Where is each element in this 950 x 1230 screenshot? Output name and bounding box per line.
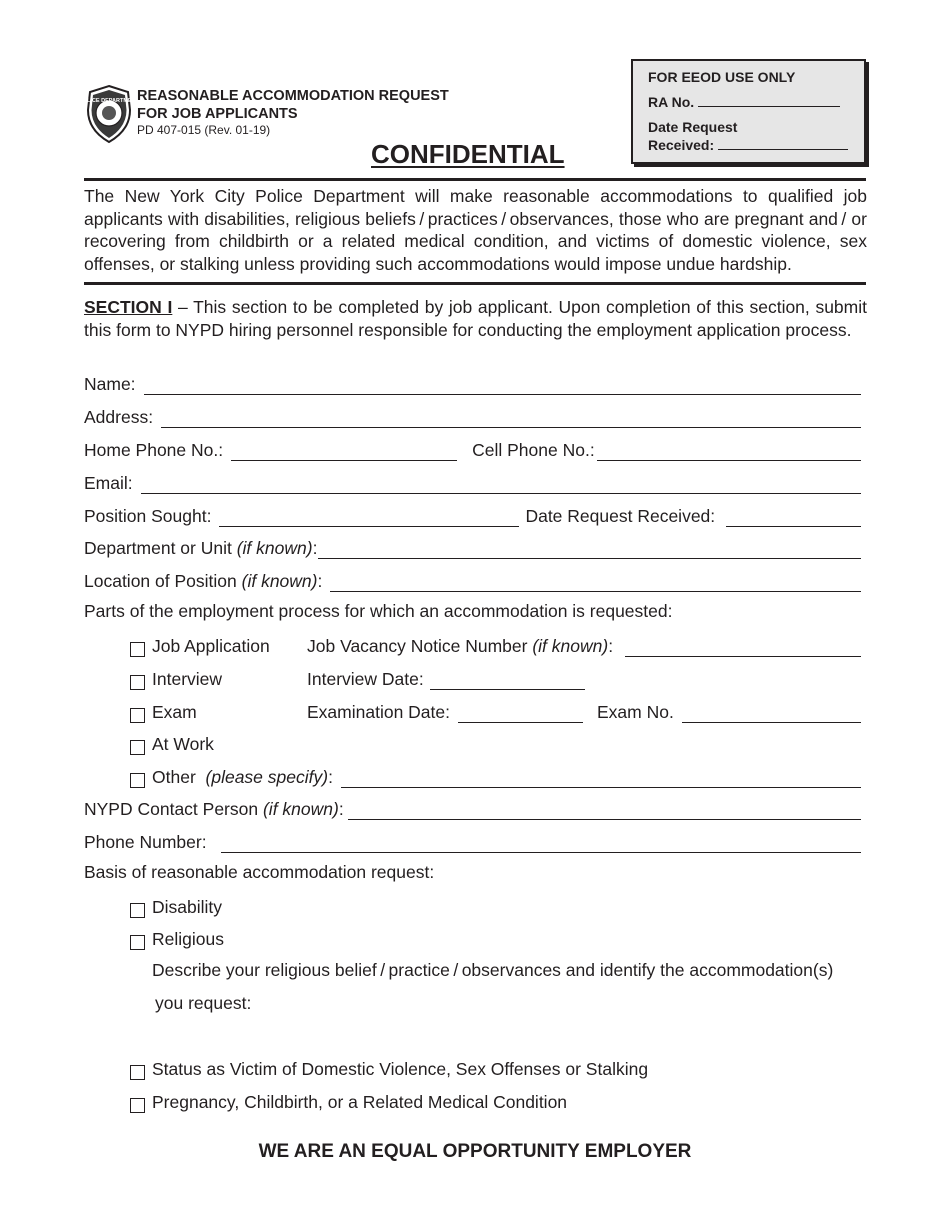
name-label: Name:: [84, 374, 136, 394]
form-title-line2: FOR JOB APPLICANTS: [137, 106, 298, 122]
religious-checkbox[interactable]: [130, 935, 145, 950]
position-row: [84, 501, 861, 527]
interview-label: Interview: [152, 669, 223, 689]
exam-no-label: Exam No.: [597, 702, 674, 722]
nypd-badge-logo: [79, 84, 139, 144]
pregnancy-label: Pregnancy, Childbirth, or a Related Medical Condition: [152, 1092, 568, 1112]
eeod-ra-no-label: RA No.: [648, 94, 695, 110]
location-field[interactable]: [330, 572, 861, 592]
contact-phone-row: [84, 827, 861, 853]
at-work-checkbox[interactable]: [130, 740, 145, 755]
at-work-label: At Work: [152, 734, 214, 754]
other-field[interactable]: [341, 768, 861, 788]
address-row: [84, 402, 861, 428]
interview-checkbox[interactable]: [130, 675, 145, 690]
cell-phone-field[interactable]: [597, 441, 861, 461]
section-one-text: – This section to be completed by job applicant. Upon completion of this section, submit this form to NYPD hiring personnel responsible for conducting the employment application process.: [84, 297, 867, 340]
eeod-date-line1: Date Request: [648, 119, 738, 135]
victim-checkbox[interactable]: [130, 1065, 145, 1080]
phone-row: [84, 435, 861, 461]
victim-label: Status as Victim of Domestic Violence, Sex Offenses or Stalking: [152, 1059, 649, 1079]
contact-person-field[interactable]: [348, 800, 861, 820]
eeod-date-label: Received:: [648, 137, 715, 153]
department-row: [84, 533, 861, 559]
email-label: Email:: [84, 473, 133, 493]
job-application-checkbox[interactable]: [130, 642, 145, 657]
department-colon: :: [312, 538, 318, 558]
form-number: PD 407-015 (Rev. 01-19): [137, 123, 271, 137]
intro-paragraph: The New York City Police Department will make reasonable accommodations to qualified job applicants with disabilities, religious beliefs / practices / observances, those who are pregnant and / or recovering from childbirth or a related medical condition, and victims of domestic violence, sex offenses, or stalking unless providing such accommodations would impose undue hardship.: [84, 186, 867, 274]
exam-date-field[interactable]: [458, 703, 583, 723]
exam-checkbox[interactable]: [130, 708, 145, 723]
disability-label: Disability: [152, 897, 223, 917]
form-title-line1: REASONABLE ACCOMMODATION REQUEST: [137, 88, 449, 104]
location-colon: :: [317, 571, 323, 591]
department-if-known: (if known): [236, 538, 313, 558]
religious-row: [130, 924, 224, 950]
location-if-known: (if known): [241, 571, 318, 591]
eeod-date-received: [648, 136, 864, 154]
job-application-label: Job Application: [152, 636, 270, 656]
religious-describe-line2: you request:: [155, 993, 252, 1013]
basis-prompt: Basis of reasonable accommodation request:: [84, 862, 435, 882]
interview-row: [130, 664, 861, 690]
other-checkbox[interactable]: [130, 773, 145, 788]
contact-row: [84, 794, 861, 820]
location-label: Location of Position: [84, 571, 237, 591]
vacancy-notice-field[interactable]: [625, 637, 861, 657]
badge-text: POLICE DEPARTMENT: [79, 98, 139, 104]
eeod-use-only-box: [631, 59, 866, 164]
eeod-ra-no-field[interactable]: [698, 94, 840, 107]
pregnancy-row: [130, 1087, 567, 1113]
name-field[interactable]: [144, 375, 861, 395]
victim-row: [130, 1054, 648, 1080]
religious-describe-line1: Describe your religious belief / practice / observances and identify the accommodation(s): [152, 960, 834, 980]
disability-row: [130, 892, 222, 918]
address-label: Address:: [84, 407, 154, 427]
contact-phone-field[interactable]: [221, 833, 861, 853]
department-field[interactable]: [318, 539, 861, 559]
contact-colon: :: [338, 799, 344, 819]
other-label: Other: [152, 767, 196, 787]
eeod-ra-no: [648, 93, 864, 111]
address-field[interactable]: [161, 408, 861, 428]
vacancy-if-known: (if known): [532, 636, 609, 656]
exam-row: [130, 697, 861, 723]
name-row: [84, 369, 861, 395]
exam-no-field[interactable]: [682, 703, 861, 723]
other-row: [130, 762, 861, 788]
process-prompt: Parts of the employment process for which an accommodation is requested:: [84, 601, 673, 621]
interview-date-field[interactable]: [430, 670, 585, 690]
interview-date-label: Interview Date:: [307, 669, 424, 689]
contact-phone-label: Phone Number:: [84, 832, 207, 852]
confidential-heading: CONFIDENTIAL: [371, 139, 565, 169]
position-field[interactable]: [219, 507, 519, 527]
disability-checkbox[interactable]: [130, 903, 145, 918]
section-one-label: SECTION I: [84, 297, 173, 317]
religious-label: Religious: [152, 929, 224, 949]
eeod-date-field[interactable]: [718, 137, 848, 150]
job-application-row: [130, 631, 861, 657]
home-phone-field[interactable]: [231, 441, 457, 461]
pregnancy-checkbox[interactable]: [130, 1098, 145, 1113]
location-row: [84, 566, 861, 592]
other-please-specify: (please specify): [205, 767, 329, 787]
other-colon: :: [328, 767, 333, 787]
section-one-instructions: [84, 296, 867, 341]
form-title: [137, 87, 449, 123]
exam-label: Exam: [152, 702, 197, 722]
department-label: Department or Unit: [84, 538, 232, 558]
divider-top: [84, 178, 866, 181]
cell-phone-label: Cell Phone No.:: [472, 440, 595, 460]
email-field[interactable]: [141, 474, 861, 494]
contact-person-label: NYPD Contact Person: [84, 799, 259, 819]
date-received-field[interactable]: [726, 507, 861, 527]
divider-bottom: [84, 282, 866, 285]
equal-opportunity-footer: WE ARE AN EQUAL OPPORTUNITY EMPLOYER: [258, 1141, 692, 1162]
contact-if-known: (if known): [262, 799, 339, 819]
vacancy-colon: :: [608, 636, 614, 656]
exam-date-label: Examination Date:: [307, 702, 450, 722]
at-work-row: [130, 729, 214, 755]
home-phone-label: Home Phone No.:: [84, 440, 224, 460]
position-label: Position Sought:: [84, 506, 212, 526]
vacancy-notice-label: Job Vacancy Notice Number: [307, 636, 528, 656]
date-received-label: Date Request Received:: [525, 506, 716, 526]
email-row: [84, 468, 861, 494]
eeod-heading: FOR EEOD USE ONLY: [648, 69, 796, 85]
